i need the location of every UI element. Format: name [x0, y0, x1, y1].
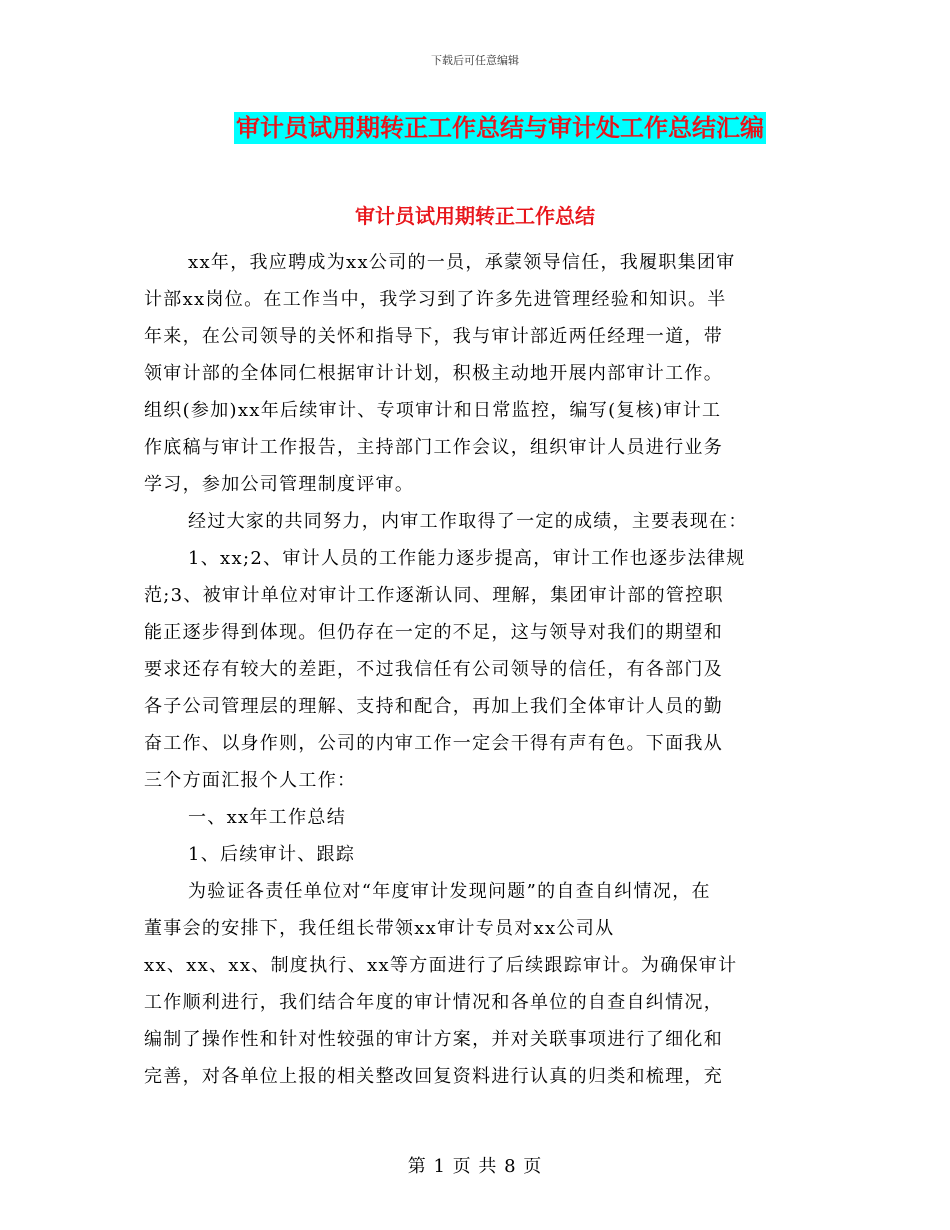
text-line: 计部xx岗位。在工作当中，我学习到了许多先进管理经验和知识。半	[144, 289, 727, 310]
text-line: 董事会的安排下，我任组长带领xx审计专员对xx公司从	[144, 918, 615, 939]
text-line: 范;3、被审计单位对审计工作逐渐认同、理解，集团审计部的管控职	[144, 585, 724, 606]
text-line: 领审计部的全体同仁根据审计计划，积极主动地开展内部审计工作。	[144, 363, 723, 384]
text-line: 三个方面汇报个人工作：	[144, 770, 357, 791]
section-title: 审计员试用期转正工作总结	[355, 204, 595, 228]
text-line: 要求还存有较大的差距，不过我信任有公司领导的信任，有各部门及	[144, 659, 723, 680]
page-header-note: 下载后可任意编辑	[431, 54, 519, 67]
text-line: 为验证各责任单位对“年度审计发现问题”的自查自纠情况，在	[188, 881, 711, 902]
body-text	[144, 244, 804, 1095]
text-line: 年来，在公司领导的关怀和指导下，我与审计部近两任经理一道，带	[144, 326, 723, 347]
text-line: 经过大家的共同努力，内审工作取得了一定的成绩，主要表现在：	[188, 511, 748, 532]
text-line: 作底稿与审计工作报告，主持部门工作会议，组织审计人员进行业务	[144, 437, 723, 458]
text-line: 组织(参加)xx年后续审计、专项审计和日常监控，编写(复核)审计工	[144, 400, 722, 421]
text-line: xx、xx、xx、制度执行、xx等方面进行了后续跟踪审计。为确保审计	[144, 955, 738, 976]
text-line: 能正逐步得到体现。但仍存在一定的不足，这与领导对我们的期望和	[144, 622, 723, 643]
document-title-container	[0, 112, 950, 144]
text-line: 学习，参加公司管理制度评审。	[144, 474, 415, 495]
page-number: 第 1 页 共 8 页	[407, 1156, 543, 1177]
text-line: 工作顺利进行，我们结合年度的审计情况和各单位的自查自纠情况，	[144, 992, 723, 1013]
text-line: 1、xx;2、审计人员的工作能力逐步提高，审计工作也逐步法律规	[188, 548, 746, 569]
text-line: 1、后续审计、跟踪	[188, 844, 356, 865]
document-title: 审计员试用期转正工作总结与审计处工作总结汇编	[236, 114, 764, 142]
text-line: 一、xx年工作总结	[188, 807, 347, 828]
text-line: 编制了操作性和针对性较强的审计方案，并对关联事项进行了细化和	[144, 1029, 723, 1050]
text-line: 完善，对各单位上报的相关整改回复资料进行认真的归类和梳理，充	[144, 1066, 723, 1087]
text-line: xx年，我应聘成为xx公司的一员，承蒙领导信任，我履职集团审	[188, 252, 736, 273]
text-line: 各子公司管理层的理解、支持和配合，再加上我们全体审计人员的勤	[144, 696, 723, 717]
text-line: 奋工作、以身作则，公司的内审工作一定会干得有声有色。下面我从	[144, 733, 723, 754]
